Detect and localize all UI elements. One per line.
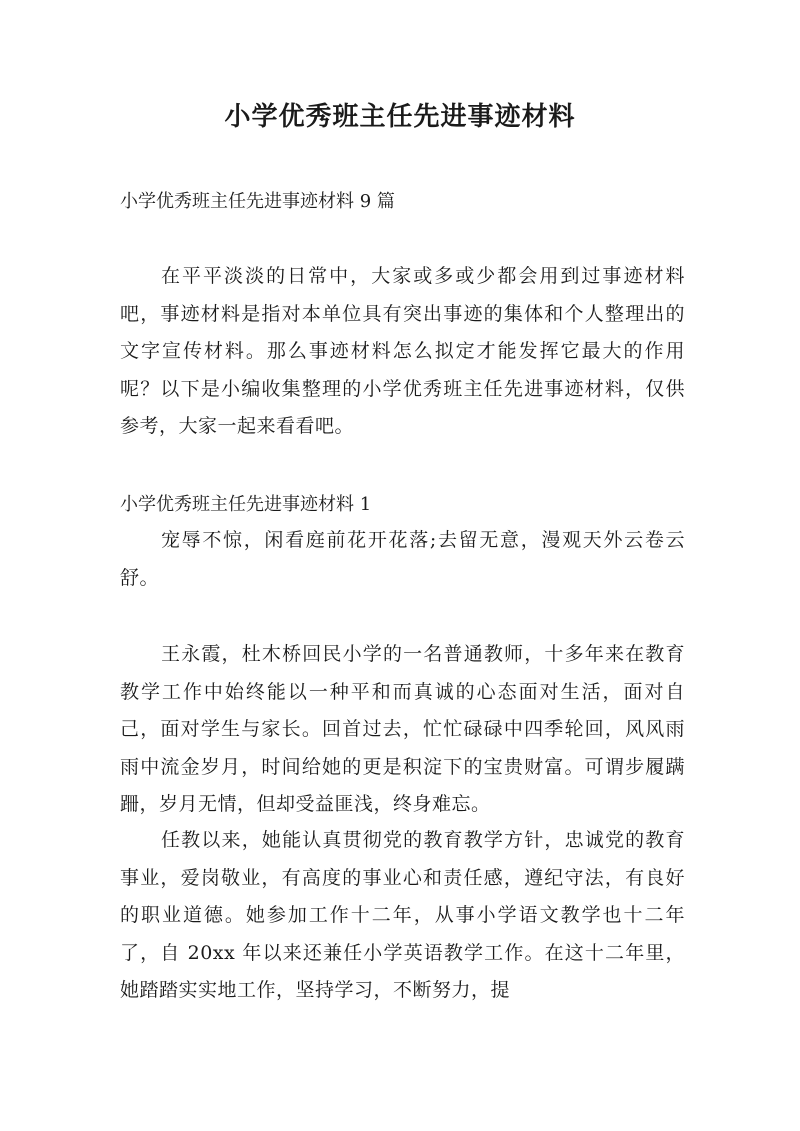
body-paragraph: 王永霞，杜木桥回民小学的一名普通教师，十多年来在教育教学工作中始终能以一种平和而真诚的心态面对生活，面对自己，面对学生与家长。回首过去，忙忙碌碌中四季轮回，风风雨雨中流金岁月，时间给她的更是积淀下的宝贵财富。可谓步履蹒跚，岁月无情，但却受益匪浅，终身难忘。 xyxy=(120,643,685,815)
body-paragraph: 任教以来，她能认真贯彻党的教育教学方针，忠诚党的教育事业，爱岗敬业，有高度的事业心和责任感，遵纪守法，有良好的职业道德。她参加工作十二年，从事小学语文教学也十二年了，自 20xx 年以来还兼任小学英语教学工作。在这十二年里，她踏踏实实地工作，坚持学习，不断努力，提 xyxy=(120,829,685,1001)
section-heading: 小学优秀班主任先进事迹材料 1 xyxy=(120,494,372,515)
body-paragraph: 宠辱不惊，闲看庭前花开花落;去留无意，漫观天外云卷云舒。 xyxy=(120,529,685,589)
intro-paragraph: 在平平淡淡的日常中，大家或多或少都会用到过事迹材料吧，事迹材料是指对本单位具有突出事迹的集体和个人整理出的文字宣传材料。那么事迹材料怎么拟定才能发挥它最大的作用呢？以下是小编收集整理的小学优秀班主任先进事迹材料，仅供参考，大家一起来看看吧。 xyxy=(120,265,685,437)
document-title: 小学优秀班主任先进事迹材料 xyxy=(224,102,576,132)
document-subtitle: 小学优秀班主任先进事迹材料 9 篇 xyxy=(120,191,395,212)
